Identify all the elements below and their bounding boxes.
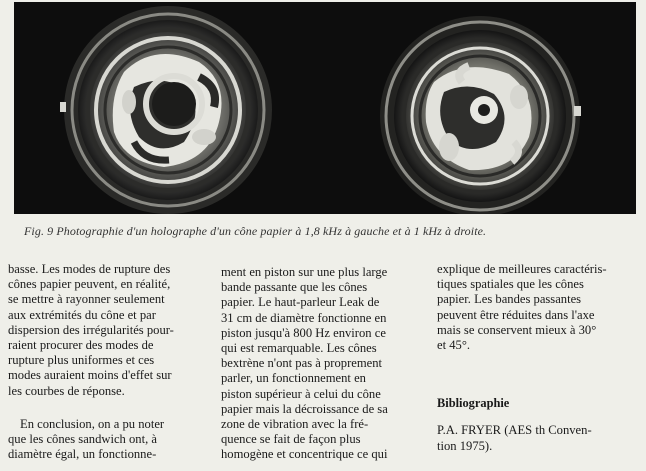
text-line: les courbes de réponse.: [8, 383, 125, 398]
text-column-2: [221, 265, 419, 463]
text-line: dispersion des irrégularités pour-: [8, 322, 174, 337]
text-line: aux extrémités du cône et par: [8, 307, 156, 322]
text-line: rupture plus uniformes et ces: [8, 353, 155, 368]
text-line: P.A. FRYER (AES th Conven-: [437, 423, 592, 438]
text-line: mais se conservent mieux à 30°: [437, 322, 597, 337]
figure-caption: Fig. 9 Photographie d'un holographe d'un cône papier à 1,8 kHz à gauche et à 1 kHz à droite.: [24, 224, 487, 238]
text-column-3: [437, 262, 637, 454]
paragraph: [8, 417, 204, 463]
text-line: piston jusqu'à 800 Hz environ ce: [221, 325, 386, 340]
bibliography-reference: [437, 423, 637, 453]
hologram-photos: [14, 2, 636, 214]
text-line: ment en piston sur une plus large: [221, 265, 388, 279]
text-line: que les cônes sandwich ont, à: [8, 432, 157, 447]
text-line: quence se fait de façon plus: [221, 432, 361, 447]
text-line: tion 1975).: [437, 438, 493, 453]
paragraph: [221, 265, 419, 463]
text-line: bextrène n'ont pas à proprement: [221, 356, 383, 371]
text-line: papier mais la décroissance de sa: [221, 401, 388, 416]
text-line: se mettre à rayonner seulement: [8, 292, 165, 307]
text-line: basse. Les modes de rupture des: [8, 262, 171, 276]
paragraph: [8, 262, 204, 399]
text-line: tiques spatiales que les cônes: [437, 277, 584, 292]
text-line: cônes papier peuvent, en réalité,: [8, 277, 171, 292]
bibliography-heading: Bibliographie: [437, 396, 510, 411]
text-line: modes auraient moins d'effet sur: [8, 368, 172, 383]
text-line: En conclusion, on a pu noter: [20, 416, 165, 431]
text-column-1: [8, 262, 204, 462]
text-line: parler, un fonctionnement en: [221, 371, 366, 386]
text-line: homogène et concentrique ce qui: [221, 447, 388, 462]
text-line: qui est remarquable. Les cônes: [221, 341, 377, 356]
text-line: explique de meilleures caractéris-: [437, 262, 607, 276]
text-line: bande passante que les cônes: [221, 280, 368, 295]
text-line: peuvent être réduites dans l'axe: [437, 307, 595, 322]
hologram-right: [380, 16, 581, 214]
text-line: 31 cm de diamètre fonctionne en: [221, 310, 387, 325]
text-line: raient procurer des modes de: [8, 338, 154, 353]
text-line: et 45°.: [437, 338, 471, 353]
text-line: piston supérieur à celui du cône: [221, 386, 381, 401]
text-line: diamètre égal, un fonctionne-: [8, 447, 157, 462]
hologram-left: [60, 6, 272, 214]
text-line: papier. Le haut-parleur Leak de: [221, 295, 380, 310]
text-line: papier. Les bandes passantes: [437, 292, 582, 307]
paragraph: [437, 262, 637, 353]
text-line: zone de vibration avec la fré-: [221, 417, 369, 432]
